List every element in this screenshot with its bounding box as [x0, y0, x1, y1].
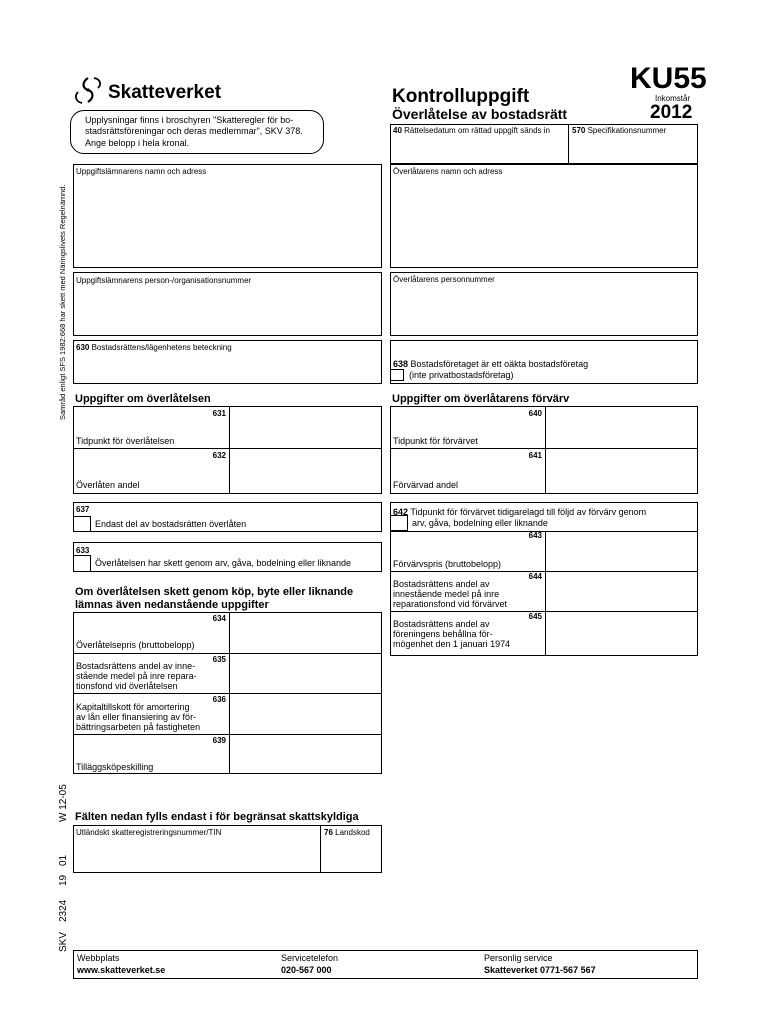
field-636-line3: bättringsarbeten på fastigheten — [76, 722, 201, 732]
field-635-line3: tionsfond vid överlåtelsen — [76, 681, 178, 691]
transfer-section-heading: Uppgifter om överlåtelsen — [75, 393, 211, 405]
field-633-checkbox[interactable] — [73, 555, 91, 572]
field-644-line1: Bostadsrättens andel av — [393, 579, 490, 589]
field-635-line1: Bostadsrättens andel av inne- — [76, 661, 196, 671]
field-640-label: Tidpunkt för förvärvet — [393, 436, 478, 446]
field-40-number: 40 — [393, 126, 402, 135]
field-633-number: 633 — [76, 546, 90, 555]
field-40-box[interactable] — [390, 124, 698, 164]
field-642-line2: arv, gåva, bodelning eller liknande — [412, 518, 548, 528]
field-642-line1: Tidpunkt för förvärvet tidigarelagd till följd av förvärv genom — [410, 507, 647, 517]
field-638-number: 638 — [393, 359, 409, 369]
field-570-number: 570 — [572, 126, 586, 135]
field-635-line2: stående medel på inre repara- — [76, 671, 197, 681]
purchase-heading-line2: lämnas även nedanstående uppgifter — [75, 599, 269, 611]
provider-name-box[interactable] — [73, 164, 382, 268]
field-638-line2: (inte privatbostadsföretag) — [409, 370, 514, 380]
field-633-label: Överlåtelsen har skett genom arv, gåva, bodelning eller liknande — [95, 558, 351, 568]
field-645-line3: mögenhet den 1 januari 1974 — [393, 639, 511, 649]
field-635-input[interactable] — [230, 654, 381, 693]
form-code-skv: SKV — [58, 931, 69, 952]
tin-label: Utländskt skatteregistreringsnummer/TIN — [76, 828, 222, 837]
transferor-name-box[interactable] — [390, 164, 698, 268]
footer-phone-value: 020-567 000 — [281, 965, 332, 975]
provider-name-label: Uppgiftslämnarens namn och adress — [76, 167, 207, 176]
field-631-number: 631 — [212, 409, 226, 418]
info-line-3: Ange belopp i hela kronal. — [85, 138, 190, 148]
footer-web-value[interactable]: www.skatteverket.se — [77, 965, 166, 975]
field-631-label: Tidpunkt för överlåtelsen — [76, 436, 175, 446]
field-637-label: Endast del av bostadsrätten överlåten — [95, 519, 247, 529]
form-title: Kontrolluppgift — [392, 86, 530, 107]
field-630-label: Bostadsrättens/lägenhetens beteckning — [91, 343, 232, 352]
field-645-line2: föreningens behållna för- — [393, 629, 493, 639]
limited-liability-heading: Fälten nedan fylls endast i för begränsat skattskyldiga — [75, 811, 359, 823]
info-line-2: stadsrättsföreningar och deras medlemmar", SKV 378. — [85, 126, 303, 136]
field-76-number: 76 — [324, 828, 333, 837]
form-code: KU55 — [630, 62, 707, 95]
field-638-box — [390, 340, 698, 384]
field-636-line1: Kapitaltillskott för amortering — [76, 702, 190, 712]
income-year: 2012 — [650, 102, 693, 123]
form-code-2324: 2324 — [58, 899, 69, 922]
field-40-label: Rättelsedatum om rättad uppgift sänds in — [404, 126, 550, 135]
field-641-input[interactable] — [546, 449, 697, 493]
footer-box — [73, 950, 698, 979]
skatteverket-logo — [72, 76, 232, 106]
field-631-input[interactable] — [230, 407, 381, 448]
income-year-label: Inkomstår — [655, 94, 691, 103]
left-upper-fields — [73, 406, 382, 494]
field-638-line1: Bostadsföretaget är ett oäkta bostadsföretag — [410, 359, 589, 369]
form-code-01: 01 — [58, 854, 69, 866]
purchase-heading-line1: Om överlåtelsen skett genom köp, byte eller liknande — [75, 586, 354, 598]
transferor-id-box[interactable] — [390, 272, 698, 336]
field-640-number: 640 — [528, 409, 542, 418]
provider-id-box[interactable] — [73, 272, 382, 336]
agency-name: Skatteverket — [108, 82, 222, 103]
field-640-input[interactable] — [546, 407, 697, 448]
field-641-label: Förvärvad andel — [393, 480, 459, 490]
field-634-input[interactable] — [230, 613, 381, 653]
tin-input[interactable] — [74, 826, 320, 872]
field-639-input[interactable] — [230, 735, 381, 773]
field-632-label: Överlåten andel — [76, 480, 140, 490]
field-76-label: Landskod — [335, 828, 370, 837]
field-636-line2: av lån eller finansiering av för- — [76, 712, 197, 722]
field-642-checkbox[interactable] — [390, 515, 408, 531]
footer-web-label: Webbplats — [77, 953, 120, 963]
field-630-number: 630 — [76, 343, 90, 352]
form-code-w: W 12-05 — [58, 784, 69, 822]
tin-box — [73, 825, 382, 873]
field-639-label: Tilläggsköpeskilling — [76, 762, 154, 772]
field-630-box[interactable] — [73, 340, 382, 384]
field-645-line1: Bostadsrättens andel av — [393, 619, 490, 629]
field-637-box — [73, 502, 382, 532]
field-634-label: Överlåtelsepris (bruttobelopp) — [76, 640, 195, 650]
acquisition-section-heading: Uppgifter om överlåtarens förvärv — [392, 393, 570, 405]
field-643-number: 643 — [528, 531, 542, 540]
field-641-number: 641 — [528, 451, 542, 460]
field-644-number: 644 — [528, 572, 542, 581]
field-644-input[interactable] — [546, 572, 697, 611]
field-645-input[interactable] — [546, 612, 697, 655]
transferor-name-label: Överlåtarens namn och adress — [393, 167, 503, 176]
field-76-input[interactable] — [321, 826, 381, 872]
provider-id-label: Uppgiftslämnarens person-/organisationsnummer — [76, 276, 252, 285]
field-634-number: 634 — [212, 614, 226, 623]
field-632-number: 632 — [212, 451, 226, 460]
info-line-1: Upplysningar finns i broschyren "Skatteregler för bo- — [85, 115, 294, 125]
field-636-number: 636 — [212, 695, 226, 704]
field-638-checkbox[interactable] — [390, 369, 404, 381]
right-lower-fields — [390, 502, 698, 656]
field-644-line2: innestående medel på inre — [393, 589, 500, 599]
field-633-box — [73, 542, 382, 572]
field-642-number: 642 — [393, 507, 409, 517]
info-box — [70, 110, 324, 154]
form-code-19: 19 — [58, 874, 69, 886]
field-643-label: Förvärvspris (bruttobelopp) — [393, 559, 502, 569]
left-lower-fields — [73, 612, 382, 774]
footer-phone-label: Servicetelefon — [281, 953, 339, 963]
form-subtitle: Överlåtelse av bostadsrätt — [392, 106, 568, 122]
field-635-number: 635 — [212, 655, 226, 664]
side-regulation-text: Samråd enligt SFS 1982:668 har skett med Näringslivets Regelnämnd. — [58, 184, 67, 420]
field-637-number: 637 — [76, 505, 90, 514]
right-upper-fields — [390, 406, 698, 494]
footer-personal-label: Personlig service — [484, 953, 553, 963]
field-632-input[interactable] — [230, 449, 381, 493]
field-645-number: 645 — [528, 612, 542, 621]
logo-icon — [72, 76, 104, 106]
field-644-line3: reparationsfond vid förvärvet — [393, 599, 508, 609]
transferor-id-label: Överlåtarens personnummer — [393, 275, 495, 284]
field-637-checkbox[interactable] — [73, 516, 91, 532]
footer-personal-value: Skatteverket 0771-567 567 — [484, 965, 596, 975]
field-636-input[interactable] — [230, 694, 381, 734]
field-570-label: Specifikationsnummer — [587, 126, 667, 135]
field-643-input[interactable] — [546, 532, 697, 571]
field-639-number: 639 — [212, 736, 226, 745]
